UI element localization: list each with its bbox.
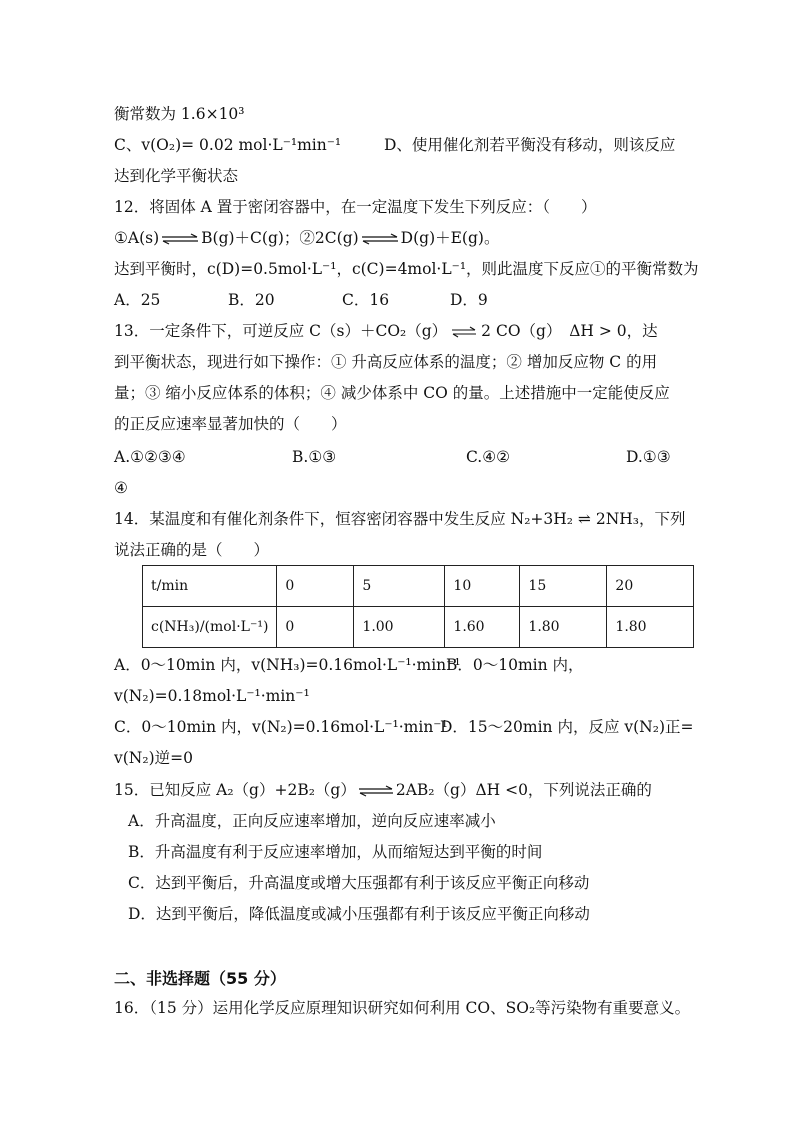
table-cell: 1.80	[520, 607, 607, 648]
table-cell: 1.60	[445, 607, 520, 648]
table-cell: 20	[607, 566, 694, 607]
q14-option-d: D．15～20min 内，反应 v(N₂)正=	[440, 718, 694, 736]
q15-option-a: A．升高温度，正向反应速率增加，逆向反应速率减小	[128, 812, 496, 830]
q14-data-table	[142, 565, 694, 648]
q12-reactions	[114, 228, 499, 248]
q13-option-c: C.④②	[466, 448, 511, 466]
q12-option-a: A．25	[114, 291, 161, 309]
q11-option-d-cont: 达到化学平衡状态	[114, 167, 239, 185]
q12-reaction1-left: ①A(s)	[114, 229, 160, 247]
q13-line4: 的正反应速率显著加快的（ ）	[114, 415, 347, 433]
equilibrium-arrow-icon	[361, 233, 399, 245]
q14-option-a: A．0～10min 内，v(NH₃)=0.16mol·L⁻¹·min⁻¹	[114, 656, 461, 674]
q13-option-d: D.①③	[626, 448, 671, 466]
table-row	[143, 607, 694, 648]
q13-line1-a: 13．一定条件下，可逆反应 C（s）＋CO₂（g）	[114, 322, 448, 340]
q13-line1-b: 2 CO（g） ΔH > 0，达	[481, 322, 658, 340]
q12-condition: 达到平衡时，c(D)=0.5mol·L⁻¹，c(C)=4mol·L⁻¹，则此温度下反应①的平衡常数为	[114, 260, 699, 278]
equilibrium-arrow-icon	[161, 233, 199, 245]
q13-line2: 到平衡状态，现进行如下操作：① 升高反应体系的温度；② 增加反应物 C 的用	[114, 353, 658, 371]
q12-option-c: C．16	[342, 291, 390, 309]
q12-reaction1-right: B(g)＋C(g)；②2C(g)	[201, 229, 359, 247]
q11-option-c: C、v(O₂)= 0.02 mol·L⁻¹min⁻¹	[114, 136, 342, 154]
section-heading: 二、非选择题（55 分）	[114, 969, 286, 988]
q15-stem	[114, 780, 652, 800]
q13-option-a: A.①②③④	[114, 448, 186, 466]
q14-option-d-cont: v(N₂)逆=0	[114, 749, 193, 767]
table-cell: t/min	[143, 566, 277, 607]
q15-stem-a: 15．已知反应 A₂（g）+2B₂（g）	[114, 781, 356, 799]
q13-line1	[114, 321, 658, 341]
table-cell: 5	[354, 566, 445, 607]
table-cell: 0	[277, 566, 354, 607]
table-cell: 1.80	[607, 607, 694, 648]
q13-option-b: B.①③	[292, 448, 337, 466]
q12-reaction2-right: D(g)＋E(g)。	[400, 229, 500, 247]
q15-option-c: C．达到平衡后，升高温度或增大压强都有利于该反应平衡正向移动	[128, 874, 590, 892]
table-cell: 15	[520, 566, 607, 607]
q15-stem-b: 2AB₂（g）ΔH <0，下列说法正确的	[395, 781, 652, 799]
q14-line1: 14．某温度和有催化剂条件下，恒容密闭容器中发生反应 N₂+3H₂ ⇌ 2NH₃，下列	[114, 510, 686, 528]
equilibrium-arrow-icon	[358, 785, 394, 797]
q16-stem: 16．（15 分）运用化学反应原理知识研究如何利用 CO、SO₂等污染物有重要意义。	[114, 999, 691, 1017]
q15-option-b: B．升高温度有利于反应速率增加，从而缩短达到平衡的时间	[128, 843, 543, 861]
table-cell: c(NH₃)/(mol·L⁻¹)	[143, 607, 277, 648]
q13-line3: 量；③ 缩小反应体系的体积；④ 减少体系中 CO 的量。上述措施中一定能使反应	[114, 384, 670, 402]
equilibrium-arrow-icon	[451, 326, 477, 338]
q15-option-d: D．达到平衡后，降低温度或减小压强都有利于该反应平衡正向移动	[128, 905, 590, 923]
q12-stem: 12．将固体 A 置于密闭容器中，在一定温度下发生下列反应：（ ）	[114, 198, 597, 216]
q12-option-b: B．20	[228, 291, 275, 309]
q14-option-c: C．0～10min 内，v(N₂)=0.16mol·L⁻¹·min⁻¹	[114, 718, 448, 736]
q14-line2: 说法正确的是（ ）	[114, 541, 270, 559]
q13-option-d-wrap: ④	[114, 479, 128, 497]
q14-option-b: B．0～10min 内，	[446, 656, 584, 674]
line-equilibrium-constant: 衡常数为 1.6×10³	[114, 105, 245, 123]
q11-option-d: D、使用催化剂若平衡没有移动，则该反应	[384, 136, 676, 154]
q12-option-d: D．9	[450, 291, 488, 309]
q14-option-b-cont: v(N₂)=0.18mol·L⁻¹·min⁻¹	[114, 687, 310, 705]
table-cell: 0	[277, 607, 354, 648]
table-cell: 10	[445, 566, 520, 607]
table-cell: 1.00	[354, 607, 445, 648]
table-row	[143, 566, 694, 607]
